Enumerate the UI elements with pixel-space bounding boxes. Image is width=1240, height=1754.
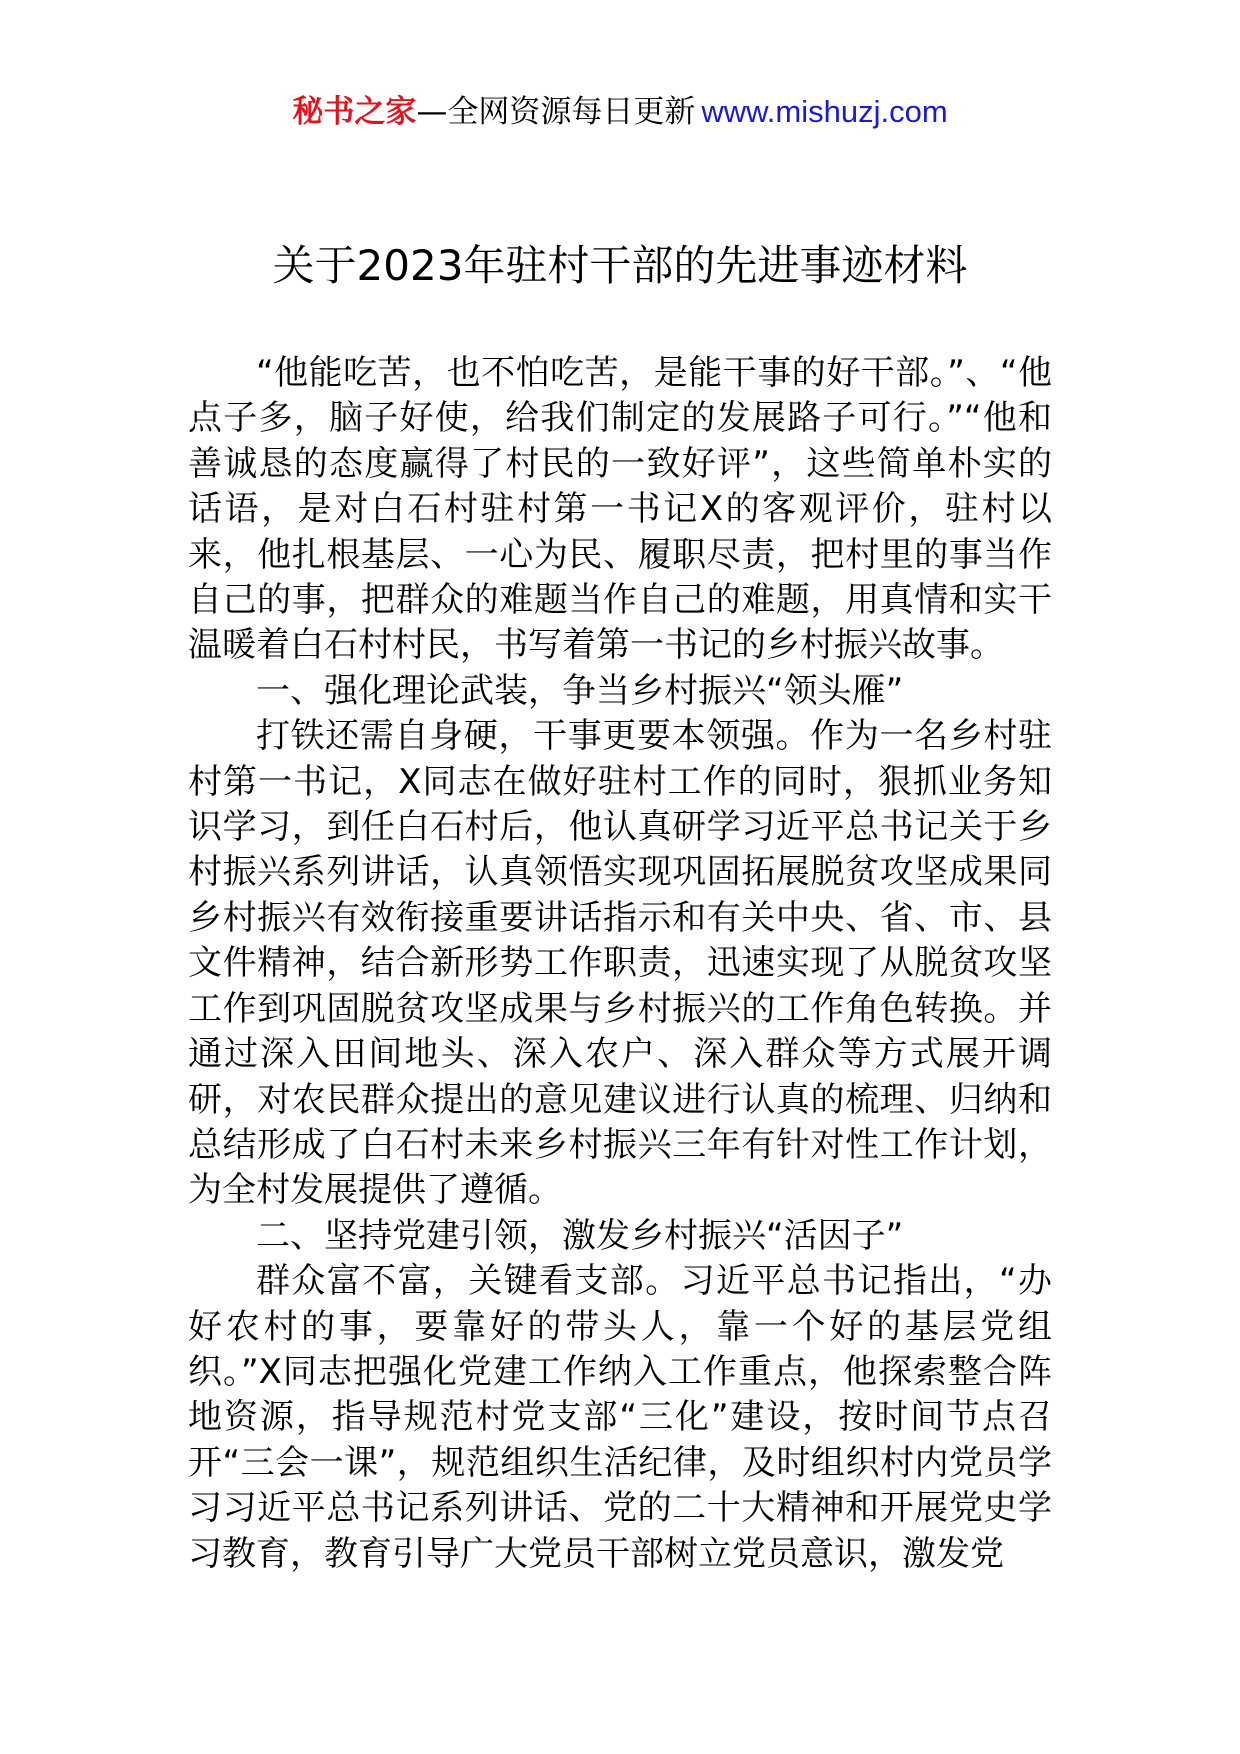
- site-url-link[interactable]: www.mishuzj.com: [701, 94, 948, 129]
- paragraph-intro: “他能吃苦，也不怕吃苦，是能干事的好干部。”、“他点子多，脑子好使，给我们制定的发展路子可行。”“他和善诚恳的态度赢得了村民的一致好评”，这些简单朴实的话语，是对白石村驻村第一书记X的客观评价，驻村以来，他扎根基层、一心为民、履职尽责，把村里的事当作自己的事，把群众的难题当作自己的难题，用真情和实干温暖着白石村村民，书写着第一书记的乡村振兴故事。: [188, 353, 1052, 666]
- site-header-banner: [0, 92, 1240, 132]
- document-body: [188, 351, 1052, 1577]
- paragraph-section-2: 群众富不富，关键看支部。习近平总书记指出，“办好农村的事，要靠好的带头人，靠一个好的基层党组织。”X同志把强化党建工作纳入工作重点，他探索整合阵地资源，指导规范村党支部“三化”建设，按时间节点召开“三会一课”，规范组织生活纪律，及时组织村内党员学习习近平总书记系列讲话、党的二十大精神和开展党史学习教育，教育引导广大党员干部树立党员意识，激发党: [188, 1261, 1052, 1574]
- section-heading-2: 二、坚持党建引领，激发乡村振兴“活因子”: [256, 1215, 904, 1256]
- site-brand-name: 秘书之家: [292, 94, 417, 130]
- section-heading-1: 一、强化理论武装，争当乡村振兴“领头雁”: [256, 670, 904, 711]
- site-tagline: —全网资源每日更新: [416, 94, 696, 130]
- document-title: 关于2023年驻村干部的先进事迹材料: [272, 241, 968, 290]
- paragraph-section-1: 打铁还需自身硬，干事更要本领强。作为一名乡村驻村第一书记，X同志在做好驻村工作的同时，狠抓业务知识学习，到任白石村后，他认真研学习近平总书记关于乡村振兴系列讲话，认真领悟实现巩固拓展脱贫攻坚成果同乡村振兴有效衔接重要讲话指示和有关中央、省、市、县文件精神，结合新形势工作职责，迅速实现了从脱贫攻坚工作到巩固脱贫攻坚成果与乡村振兴的工作角色转换。并通过深入田间地头、深入农户、深入群众等方式展开调研，对农民群众提出的意见建议进行认真的梳理、归纳和总结形成了白石村未来乡村振兴三年有针对性工作计划，为全村发展提供了遵循。: [188, 716, 1052, 1211]
